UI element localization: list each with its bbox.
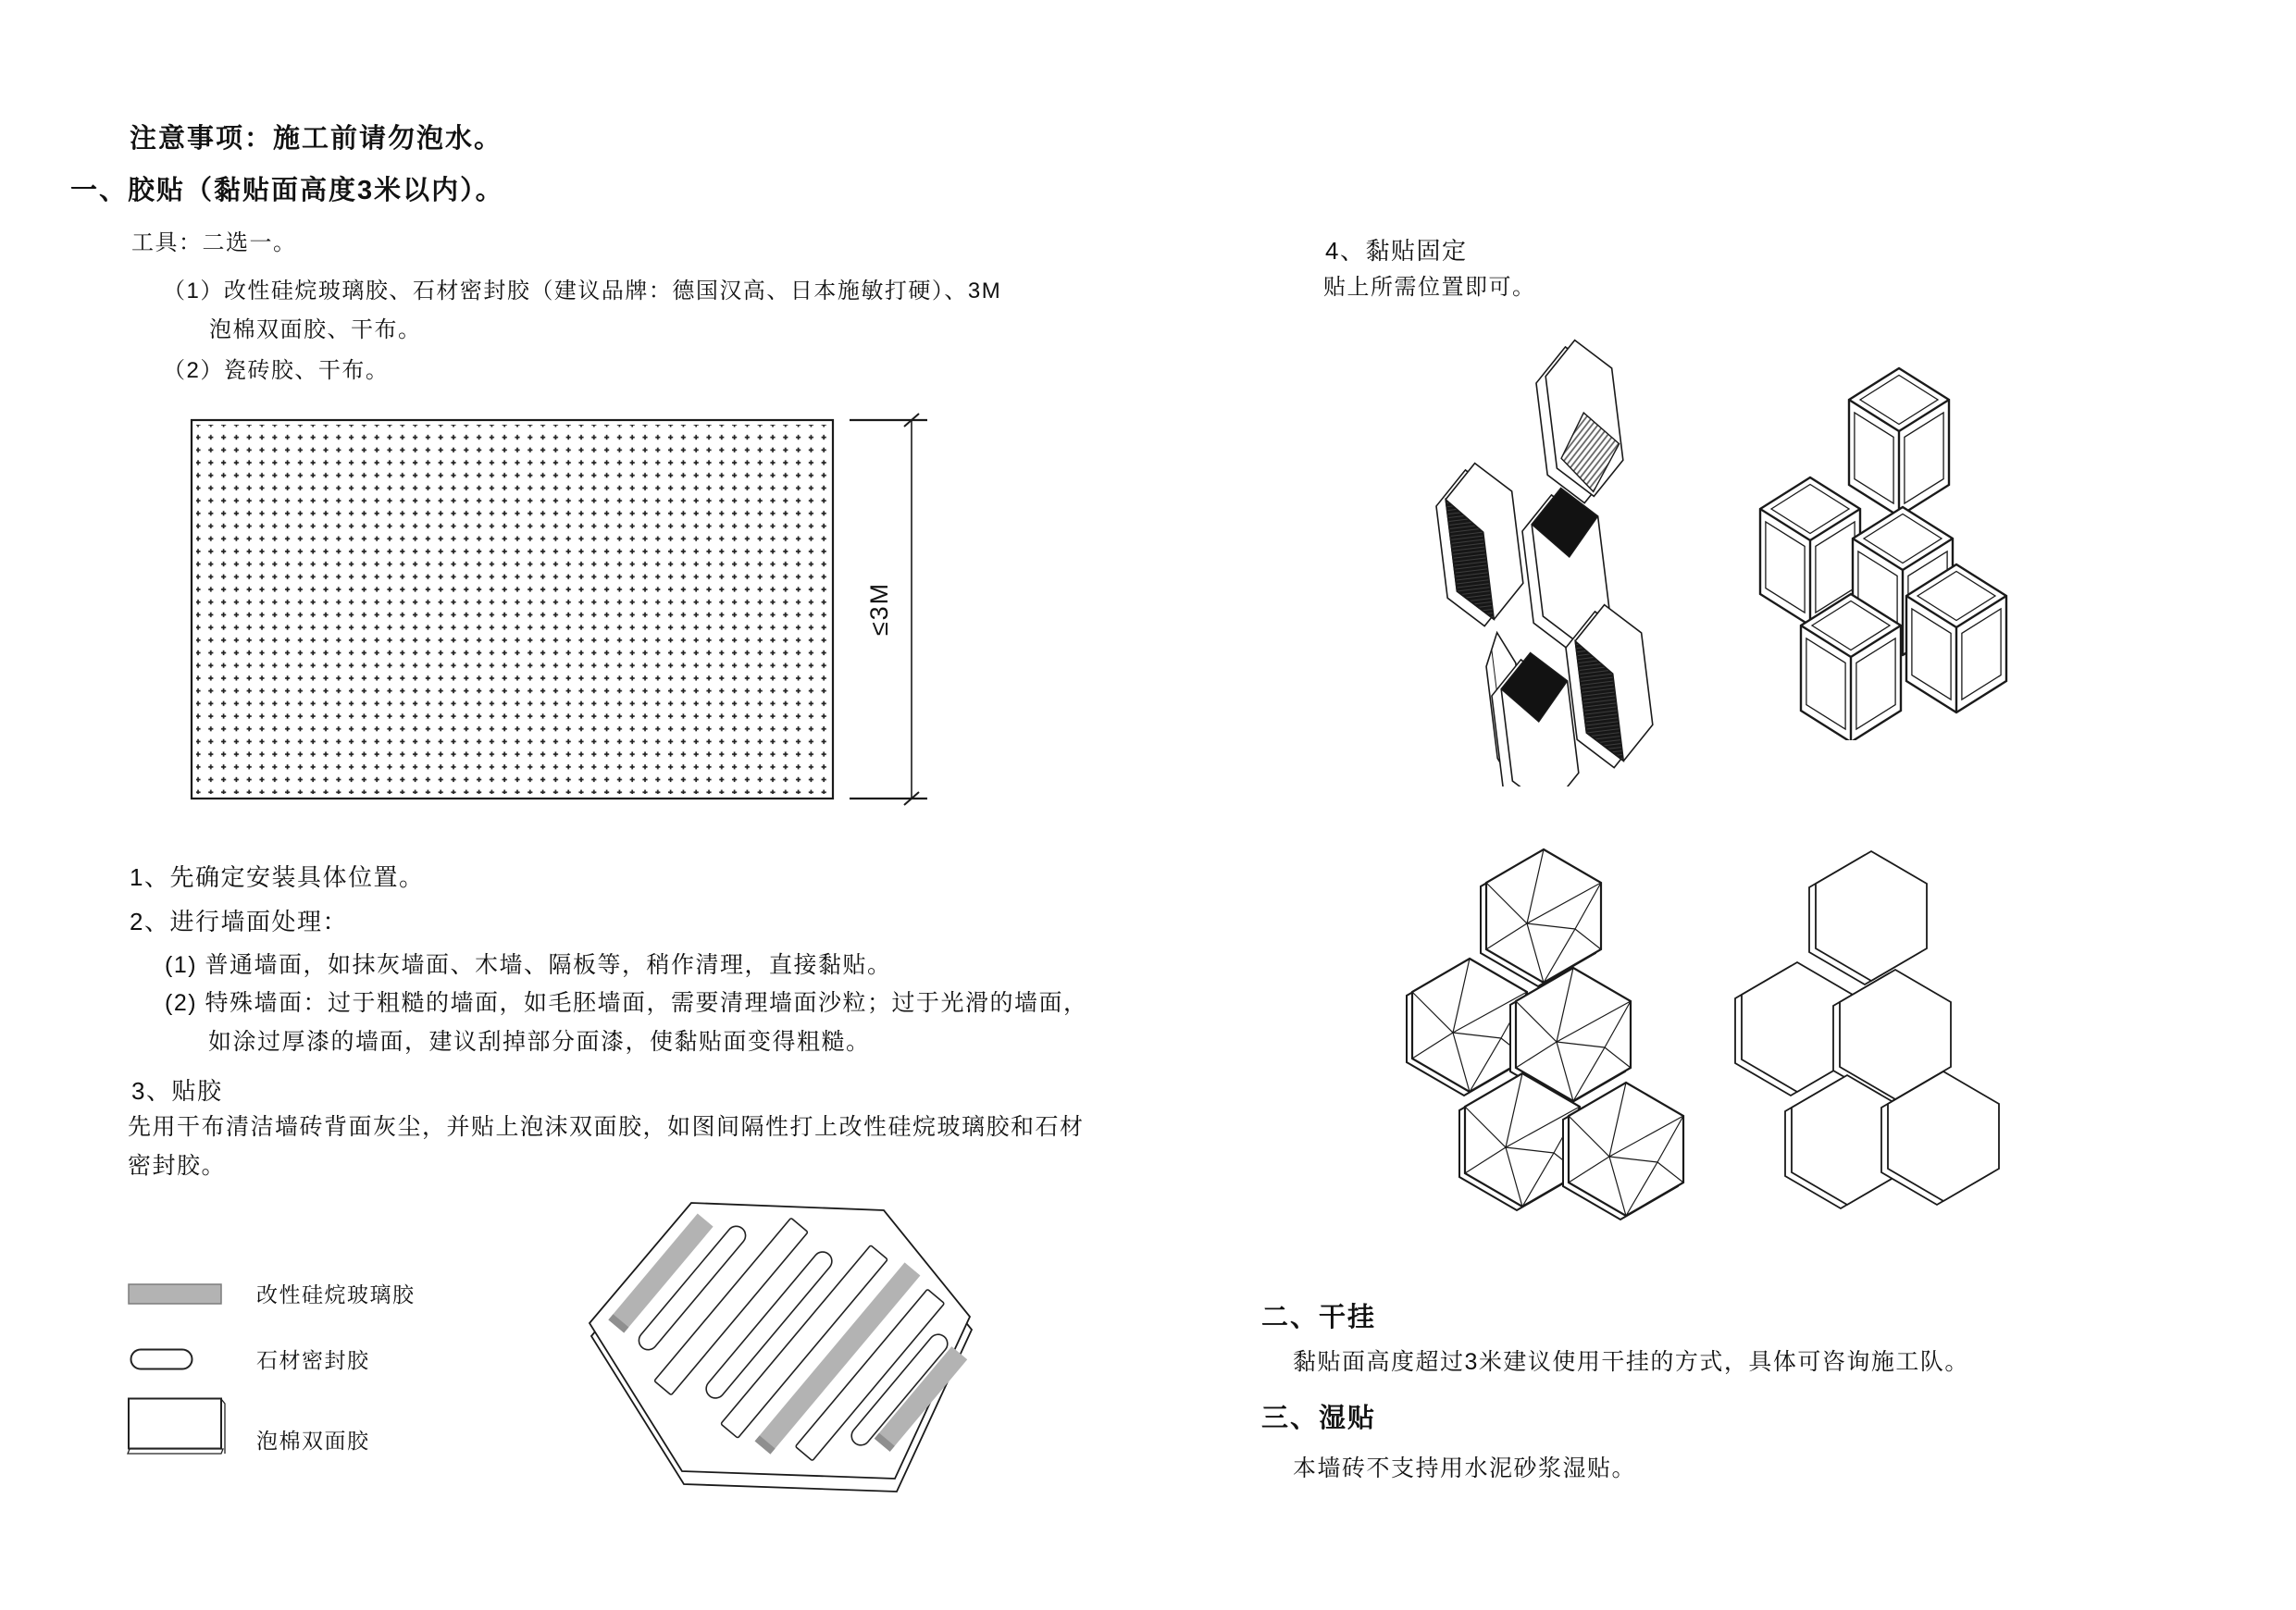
tile-back-adhesive-diagram	[574, 1175, 999, 1527]
section-wet-paste-body: 本墙砖不支持用水泥砂浆湿贴。	[1293, 1455, 1637, 1481]
step-4-body: 贴上所需位置即可。	[1323, 275, 1536, 300]
step-2-sub-3: 如涂过厚漆的墙面，建议刮掉部分面漆，使黏贴面变得粗糙。	[208, 1029, 871, 1055]
step-4: 4、黏贴固定	[1325, 237, 1468, 265]
step-1: 1、先确定安装具体位置。	[130, 863, 425, 891]
tiles-paste-perspective-diagram	[1416, 333, 1657, 786]
tools-label: 工具：二选一。	[131, 230, 297, 255]
step-2-sub-1: (1) 普通墙面，如抹灰墙面、木墙、隔板等，稍作清理，直接黏贴。	[165, 952, 892, 978]
legend-label-stone-sealant: 石材密封胶	[256, 1348, 370, 1372]
notice-line: 注意事项：施工前请勿泡水。	[130, 124, 503, 154]
section-wet-paste-heading: 三、湿贴	[1261, 1404, 1377, 1433]
wall-panel-diagram	[167, 398, 981, 824]
section-dry-hang-heading: 二、干挂	[1261, 1303, 1377, 1332]
pill-swatch	[130, 1348, 194, 1370]
tiles-faceted-hexagon-diagram	[1388, 833, 1694, 1231]
dimension-label: ≤3M	[865, 581, 893, 637]
step-3-body-1: 先用干布清洁墙砖背面灰尘，并贴上泡沫双面胶，如图间隔性打上改性硅烷玻璃胶和石材	[128, 1114, 1085, 1140]
tiles-plain-hexagon-diagram	[1726, 833, 2004, 1231]
step-3-body-2: 密封胶。	[128, 1153, 227, 1179]
section-dry-hang-body: 黏贴面高度超过3米建议使用干挂的方式，具体可咨询施工队。	[1293, 1349, 1969, 1375]
tiles-cube-frame-diagram	[1731, 352, 2017, 740]
tool-option-1-cont: 泡棉双面胶、干布。	[209, 317, 422, 342]
step-2-sub-2: (2) 特殊墙面：过于粗糙的墙面，如毛胚墙面，需要清理墙面沙粒；过于光滑的墙面，	[165, 990, 1088, 1016]
step-2: 2、进行墙面处理：	[130, 908, 348, 935]
legend-label-glass-glue: 改性硅烷玻璃胶	[256, 1282, 416, 1307]
box-swatch	[126, 1397, 231, 1456]
legend-label-foam-tape: 泡棉双面胶	[256, 1429, 370, 1453]
tool-option-1: （1）改性硅烷玻璃胶、石材密封胶（建议品牌：德国汉高、日本施敏打硬）、3M	[163, 279, 1002, 303]
step-3: 3、贴胶	[131, 1077, 223, 1105]
tool-option-2: （2）瓷砖胶、干布。	[163, 358, 390, 383]
gray-bar-swatch	[128, 1283, 222, 1305]
section-glue-heading: 一、胶贴（黏贴面高度3米以内）。	[70, 176, 504, 205]
